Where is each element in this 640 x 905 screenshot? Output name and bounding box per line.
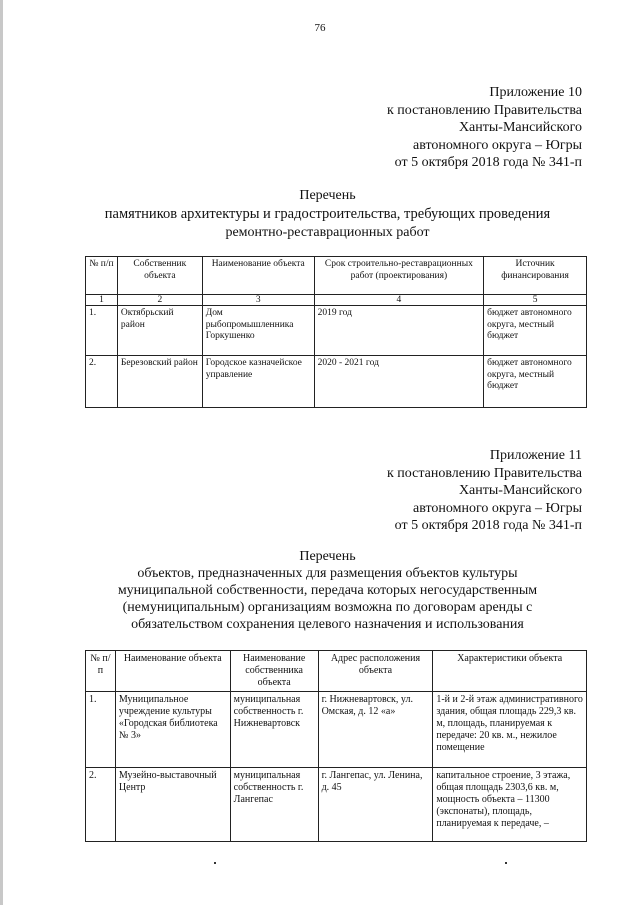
- table-cell: Дом рыбопромышленника Горкушенко: [202, 306, 314, 356]
- table-cell: капитальное строение, 3 этажа, общая площадь 2303,6 кв. м, мощность объекта – 11300 (экспонаты), площадь, планируемая к передаче, –: [433, 768, 587, 842]
- table-cell: муниципальная собственность г. Лангепас: [230, 768, 318, 842]
- column-header: № п/п: [86, 257, 118, 295]
- column-header: Характеристики объекта: [433, 651, 587, 692]
- column-number: 2: [117, 295, 202, 306]
- list-10-title: [60, 187, 595, 241]
- table-cell: муниципальная собственность г. Нижневартовск: [230, 692, 318, 768]
- column-number: 3: [202, 295, 314, 306]
- table-cell: 1-й и 2-й этаж административного здания, общая площадь 229,3 кв. м, площадь, планируемая к передаче: 20 кв. м., нежилое помещение: [433, 692, 587, 768]
- scan-dot: [505, 862, 507, 864]
- table-cell: 1.: [86, 306, 118, 356]
- table-cell: Октябрьский район: [117, 306, 202, 356]
- table-cell: 1.: [86, 692, 116, 768]
- table-cell: бюджет автономного округа, местный бюджет: [484, 306, 587, 356]
- column-header: № п/п: [86, 651, 116, 692]
- appendix-10-line: от 5 октября 2018 года № 341-п: [394, 155, 582, 171]
- appendix-11-line: автономного округа – Югры: [413, 500, 582, 516]
- list-11-heading: Перечень: [299, 549, 356, 564]
- table-row: [86, 356, 587, 408]
- appendix-10-line: Ханты-Мансийского: [458, 120, 582, 136]
- table-row: [86, 692, 587, 768]
- list-10-heading: Перечень: [299, 188, 356, 203]
- list-10-table: [85, 256, 587, 408]
- table-row: [86, 768, 587, 842]
- column-header: Источник финансирования: [484, 257, 587, 295]
- list-11-table: [85, 650, 587, 842]
- appendix-11-line: к постановлению Правительства: [386, 465, 582, 481]
- table-cell: Муниципальное учреждение культуры «Городская библиотека № 3»: [115, 692, 230, 768]
- column-header: Наименование объекта: [115, 651, 230, 692]
- scan-dot: [214, 862, 216, 864]
- column-header: Срок строительно-реставрационных работ (проектирования): [314, 257, 483, 295]
- scan-edge: [0, 0, 3, 905]
- list-10-subtitle-line: ремонтно-реставрационных работ: [225, 225, 430, 240]
- appendix-10-line: автономного округа – Югры: [413, 137, 582, 153]
- column-number: 4: [314, 295, 483, 306]
- appendix-10-line: к постановлению Правительства: [386, 102, 582, 118]
- column-number-row: [86, 295, 587, 306]
- page-number: 76: [314, 22, 326, 34]
- column-number: 1: [86, 295, 118, 306]
- list-10-subtitle-line: памятников архитектуры и градостроительства, требующих проведения: [104, 206, 551, 222]
- appendix-10-line: Приложение 10: [489, 85, 582, 100]
- list-11-subtitle-line: муниципальной собственности, передача которых негосударственным: [117, 583, 538, 598]
- table-row: [86, 306, 587, 356]
- list-11-title: [60, 548, 595, 633]
- table-cell: г. Нижневартовск, ул. Омская, д. 12 «а»: [318, 692, 433, 768]
- table-header-row: [86, 257, 587, 295]
- table-cell: 2.: [86, 768, 116, 842]
- column-header: Собственник объекта: [117, 257, 202, 295]
- appendix-11-line: Ханты-Мансийского: [458, 483, 582, 499]
- appendix-11-header: [387, 447, 582, 535]
- column-header: Адрес расположения объекта: [318, 651, 433, 692]
- list-11-subtitle-line: объектов, предназначенных для размещения объектов культуры: [137, 566, 518, 581]
- list-11-subtitle-line: (немуниципальным) организациям возможна по договорам аренды с: [122, 600, 533, 615]
- table-cell: 2.: [86, 356, 118, 408]
- list-11-subtitle-line: обязательством сохранения целевого назначения и использования: [131, 617, 524, 632]
- table-cell: 2019 год: [314, 306, 483, 356]
- table-header-row: [86, 651, 587, 692]
- appendix-10-header: [387, 84, 582, 172]
- appendix-11-line: Приложение 11: [489, 448, 582, 463]
- table-cell: Березовский район: [117, 356, 202, 408]
- column-header: Наименование собственника объекта: [230, 651, 318, 692]
- appendix-11-line: от 5 октября 2018 года № 341-п: [394, 518, 582, 534]
- table-cell: бюджет автономного округа, местный бюджет: [484, 356, 587, 408]
- column-number: 5: [484, 295, 587, 306]
- table-cell: Городское казначейское управление: [202, 356, 314, 408]
- table-cell: г. Лангепас, ул. Ленина, д. 45: [318, 768, 433, 842]
- column-header: Наименование объекта: [202, 257, 314, 295]
- table-cell: Музейно-выставочный Центр: [115, 768, 230, 842]
- table-cell: 2020 - 2021 год: [314, 356, 483, 408]
